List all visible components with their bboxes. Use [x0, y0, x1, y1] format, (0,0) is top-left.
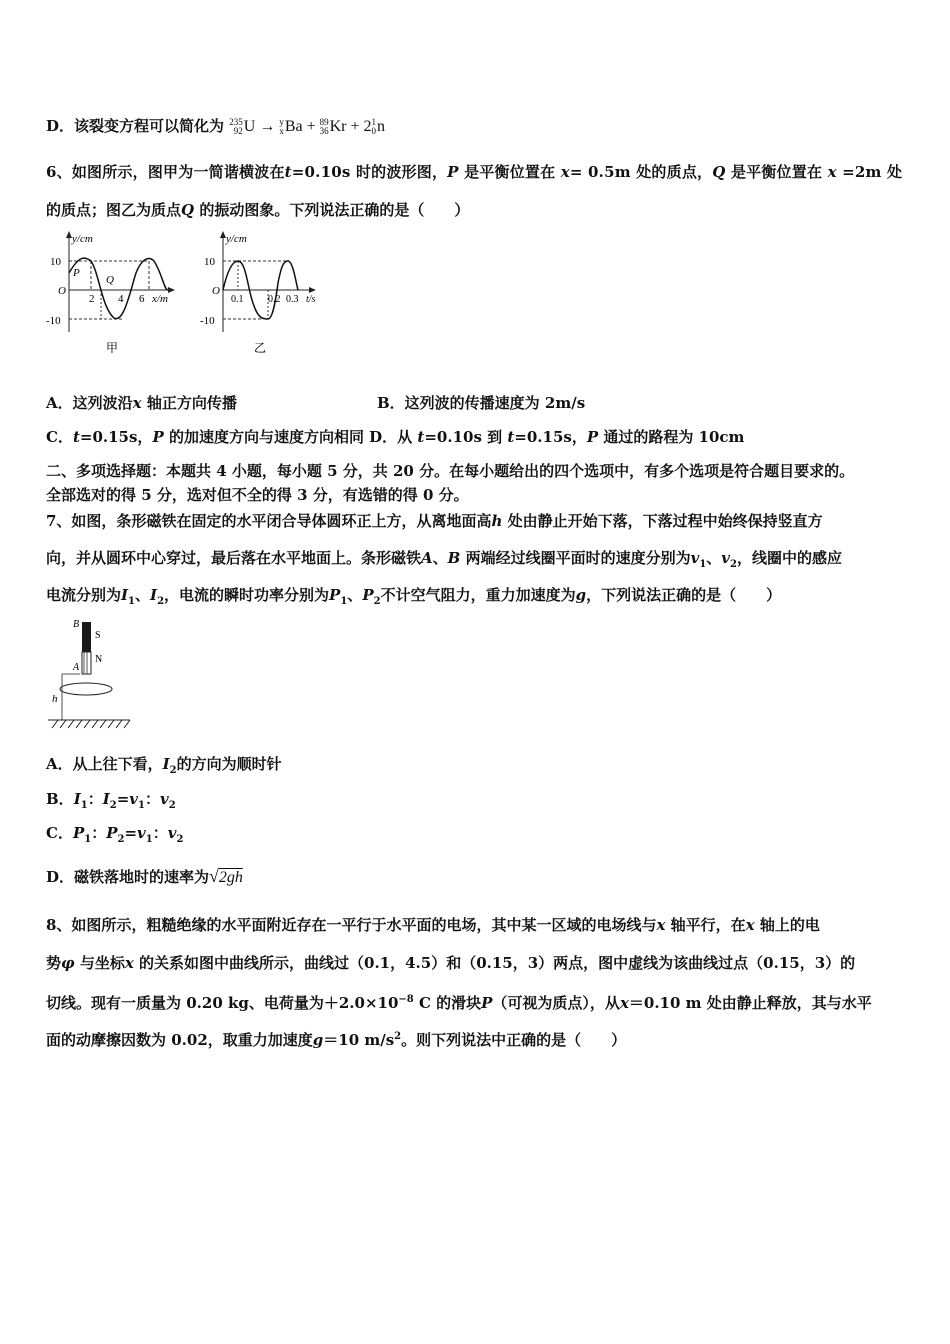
option-text: D．该裂变方程可以简化为 — [46, 117, 225, 135]
q7-stem-line2: 向，并从圆环中心穿过，最后落在水平地面上。条形磁铁A、B 两端经过线圈平面时的速度分别为$v_1$、$v_2$，线圈中的感应 — [46, 549, 842, 570]
tick-label: 6 — [139, 293, 145, 305]
magnet-s-half — [82, 622, 91, 652]
arrow: → — [259, 118, 276, 135]
y-top-label: 10 — [204, 256, 215, 268]
q8-stem-line2: 势φ 与坐标x 的关系如图中曲线所示，曲线过（0.1，4.5）和（0.15，3）两点，图中虚线为该曲线过点（0.15，3）的 — [46, 954, 856, 972]
point-p-label: P — [73, 267, 80, 279]
q8-stem-line4: 面的动摩擦因数为 0.02，取重力加速度g＝10 $m/s^2$。则下列说法中正确的是（ ） — [46, 1031, 627, 1049]
sqrt-sign: √ — [209, 866, 219, 886]
q8-stem-line3: 切线。现有一质量为 0.20 kg、电荷量为$+2.0\times 10^{-8}$ C 的滑块P（可视为质点），从x＝0.10 m 处由静止释放，其与水平 — [46, 994, 872, 1012]
wave-graph-jia — [44, 228, 184, 358]
section-heading: 二、多项选择题：本题共 4 小题，每小题 5 分，共 20 分。在每小题给出的四个选项中，有多个选项是符合题目要求的。 — [46, 462, 855, 480]
q6-option-c-d: C．t=0.15s，P 的加速度方向与速度方向相同 D．从 t=0.10s 到 t=0.15s，P 通过的路程为 10cm — [46, 428, 745, 446]
x-label: t/s — [306, 294, 316, 305]
q7-option-c: C．$P_1$：$P_2=v_1$：$v_2$ — [46, 824, 184, 845]
y-top-label: 10 — [50, 256, 61, 268]
magnet-ring-figure — [44, 614, 144, 738]
q7-option-b: B．$I_1$：$I_2=v_1$：$v_2$ — [46, 790, 176, 811]
x-axis-arrow — [309, 287, 316, 293]
isotope-index: 235 92 — [229, 117, 243, 137]
ground-hatch — [52, 720, 130, 728]
q7-option-d: D．磁铁落地时的速率为√2gh — [46, 866, 243, 886]
tick-label: 0.1 — [231, 294, 244, 305]
origin-label: O — [212, 285, 220, 297]
y-label: y/cm — [72, 233, 93, 245]
tick-label: 2 — [89, 293, 95, 305]
vibration-graph-yi — [198, 228, 333, 358]
q6-stem-line2: 的质点；图乙为质点Q 的振动图象。下列说法正确的是（ ） — [46, 201, 470, 219]
q7-option-a: A．从上往下看，$I_2$的方向为顺时针 — [46, 755, 282, 776]
symbol: Ba — [284, 118, 303, 135]
label-h: h — [52, 693, 58, 705]
symbol: Kr — [329, 118, 347, 135]
point-q-label: Q — [106, 274, 114, 286]
q8-stem-line1: 8、如图所示，粗糙绝缘的水平面附近存在一平行于水平面的电场，其中某一区域的电场线与x 轴平行，在x 轴上的电 — [46, 916, 820, 934]
coefficient: 2 — [363, 118, 372, 135]
x-label: x/m — [152, 293, 168, 305]
label-a: A — [73, 662, 80, 673]
y-label: y/cm — [226, 233, 247, 245]
q7-stem-line3: 电流分别为$I_1$、$I_2$，电流的瞬时功率分别为$P_1$、$P_2$不计空气阻力，重力加速度为g，下列说法正确的是（ ） — [46, 586, 782, 607]
tick-label: 0.2 — [268, 294, 281, 305]
isotope-index: 89 36 — [319, 117, 329, 137]
symbol: U — [243, 118, 256, 135]
section-scoring: 全部选对的得 5 分，选对但不全的得 3 分，有选错的得 0 分。 — [46, 486, 469, 504]
q5-option-d — [46, 116, 385, 137]
symbol: n — [377, 118, 386, 135]
isotope-index: 1 0 — [371, 117, 377, 137]
fission-equation — [229, 118, 385, 135]
radicand: 2gh — [218, 869, 243, 886]
label-s: S — [95, 630, 101, 641]
ring — [60, 683, 112, 695]
tick-label: 4 — [118, 293, 124, 305]
tick-label: 0.3 — [286, 294, 299, 305]
plus: + — [306, 118, 316, 135]
y-bottom-label: -10 — [46, 315, 61, 327]
origin-label: O — [58, 285, 66, 297]
y-bottom-label: -10 — [200, 315, 215, 327]
q7-stem-line1: 7、如图，条形磁铁在固定的水平闭合导体圆环正上方，从离地面高h 处由静止开始下落，下落过程中始终保持竖直方 — [46, 512, 823, 530]
label-n: N — [95, 654, 103, 665]
plus: + — [350, 118, 360, 135]
q6-option-a: A．这列波沿x 轴正方向传播 — [46, 394, 237, 412]
label-b: B — [73, 619, 80, 630]
q6-option-b: B．这列波的传播速度为 2m/s — [377, 394, 586, 412]
x-axis-arrow — [168, 287, 175, 293]
q6-stem-line1: 6、如图所示，图甲为一简谐横波在t=0.10s 时的波形图，P 是平衡位置在 x= 0.5m 处的质点，Q 是平衡位置在 x =2m 处 — [46, 163, 903, 181]
caption: 乙 — [254, 341, 267, 355]
wave-curve — [69, 258, 168, 319]
caption: 甲 — [106, 341, 119, 355]
isotope-index: y x — [279, 117, 284, 137]
